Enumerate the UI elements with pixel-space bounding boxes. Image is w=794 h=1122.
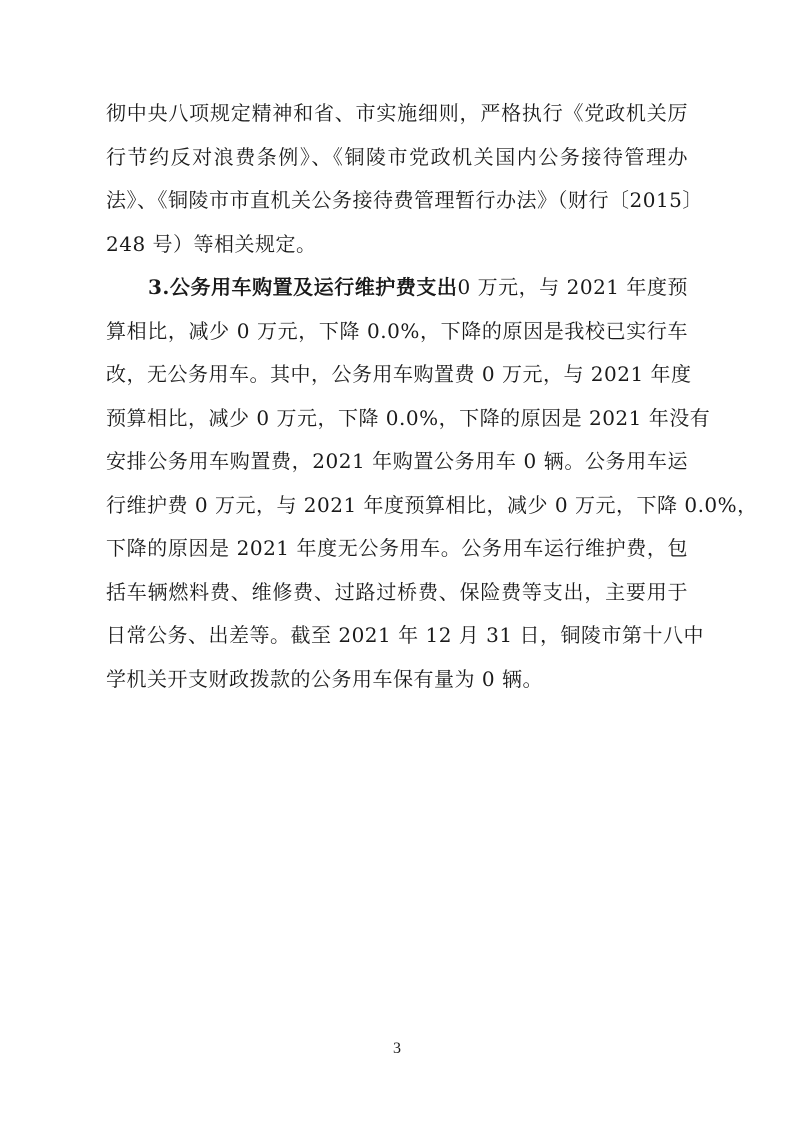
- paragraph-1: [106, 92, 703, 266]
- text-line: 预算相比，减少 0 万元，下降 0.0%，下降的原因是 2021 年没有: [106, 405, 711, 430]
- text-line: 日常公务、出差等。截至 2021 年 12 月 31 日，铜陵市第十八中: [106, 623, 704, 647]
- body-text: [106, 92, 758, 701]
- text-line: 彻中央八项规定精神和省、市实施细则，严格执行《党政机关厉: [106, 101, 688, 125]
- text-line: 算相比，减少 0 万元，下降 0.0%，下降的原因是我校已实行车: [106, 318, 688, 343]
- text-line: 学机关开支财政拨款的公务用车保有量为 0 辆。: [106, 666, 543, 691]
- text-line: 改，无公务用车。其中，公务用车购置费 0 万元，与 2021 年度: [106, 362, 692, 386]
- page-number: 3: [393, 1040, 401, 1057]
- text-line: 248 号）等相关规定。: [106, 231, 317, 256]
- text-line: [106, 266, 688, 310]
- heading-line-rest: 0 万元，与 2021 年度预: [457, 275, 688, 299]
- section-heading: 3.公务用车购置及运行维护费支出: [148, 275, 458, 299]
- text-line: 安排公务用车购置费，2021 年购置公务用车 0 辆。公务用车运: [106, 449, 688, 473]
- text-line: 下降的原因是 2021 年度无公务用车。公务用车运行维护费，包: [106, 536, 688, 560]
- text-line: 括车辆燃料费、维修费、过路过桥费、保险费等支出，主要用于: [106, 579, 688, 604]
- text-line: 行维护费 0 万元，与 2021 年度预算相比，减少 0 万元，下降 0.0%，: [106, 492, 758, 517]
- text-line: 行节约反对浪费条例》、《铜陵市党政机关国内公务接待管理办: [106, 144, 688, 169]
- text-line: 法》、《铜陵市市直机关公务接待费管理暂行办法》（财行〔2015〕: [106, 188, 703, 212]
- paragraph-2: [106, 266, 758, 701]
